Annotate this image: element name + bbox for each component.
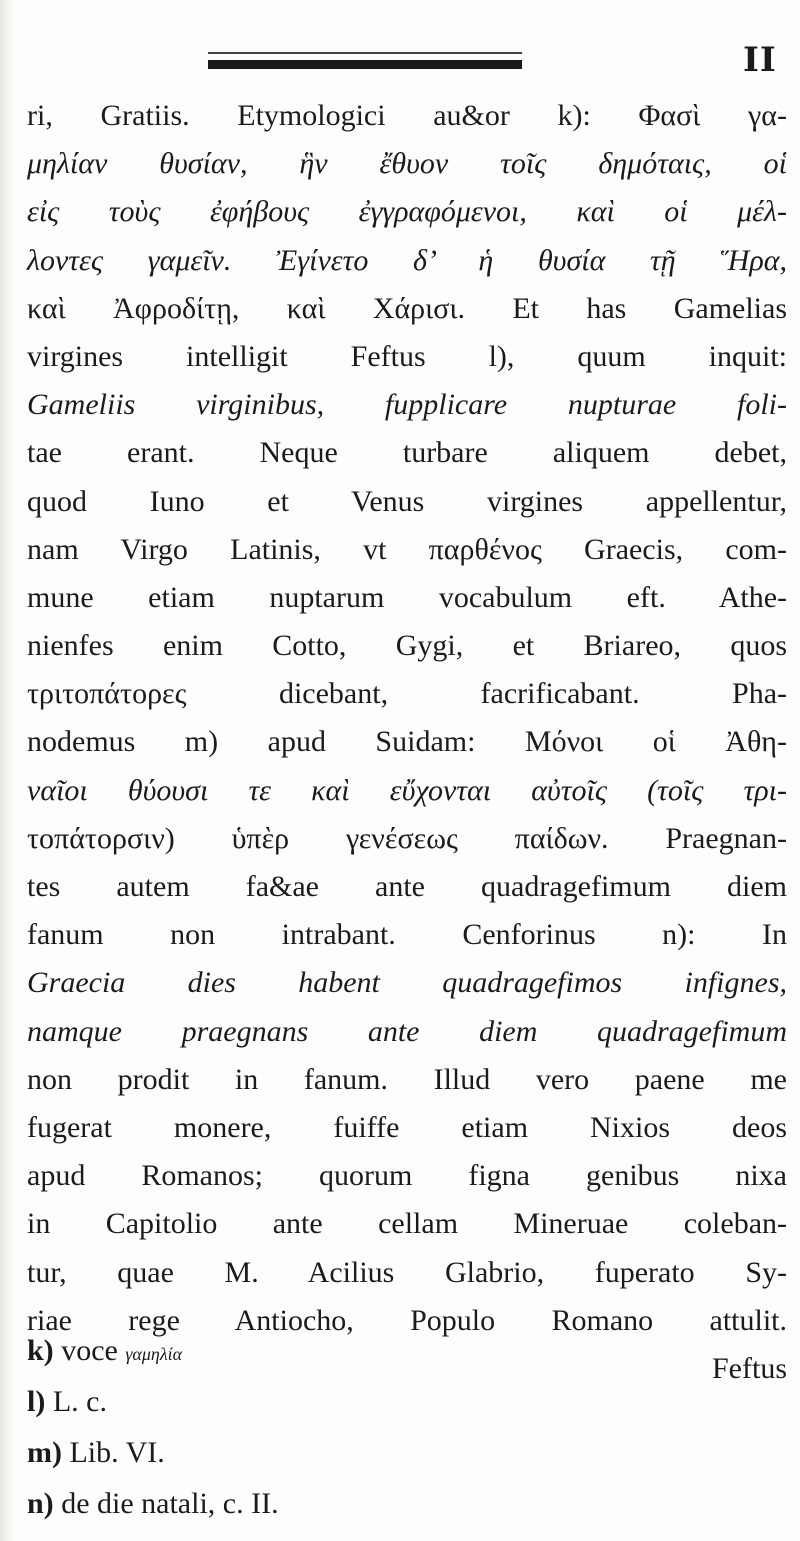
text-line: in Capitolio ante cellam Mineruae coleban- <box>27 1207 787 1241</box>
footnotes <box>27 1325 427 1529</box>
text-line: μηλίαν θυσίαν, ἣν ἔθυον τοῖς δημόταις, οἱ <box>27 147 787 181</box>
text-line: εἰς τοὺς ἐφήβους ἐγγραφόμενοι, καὶ οἱ μέλ- <box>27 195 787 229</box>
text-line: ναῖοι θύουσι τε καὶ εὔχονται αὐτοῖς (τοῖς τρι- <box>27 773 787 807</box>
footnote-key: m) <box>27 1436 62 1469</box>
text-line: nam Virgo Latinis, vt παρθένος Graecis, com- <box>27 532 787 566</box>
text-line: καὶ Ἀφροδίτῃ, καὶ Χάρισι. Et has Gamelias <box>27 291 787 325</box>
text-line: nienfes enim Cotto, Gygi, et Briareo, quos <box>27 629 787 663</box>
footnote-key: n) <box>27 1487 54 1520</box>
page-number: II <box>743 40 777 80</box>
text-line: ri, Gratiis. Etymologici au&or k): Φασὶ γα- <box>27 99 787 132</box>
footnote <box>27 1376 427 1427</box>
text-line: Graecia dies habent quadragefimos infignes, <box>27 966 787 1000</box>
page-gutter <box>0 0 14 1541</box>
text-line: apud Romanos; quorum figna genibus nixa <box>27 1159 787 1193</box>
footnote-text: voce <box>61 1334 118 1367</box>
text-line: quod Iuno et Venus virgines appellentur, <box>27 484 787 518</box>
footnote-text: de die natali, c. II. <box>61 1487 279 1520</box>
header-rule-thin <box>208 52 522 54</box>
footnote <box>27 1478 427 1529</box>
text-line: nodemus m) apud Suidam: Μόνοι οἱ Ἀθη- <box>27 725 787 759</box>
text-line: riae rege Antiocho, Populo Romano attulit. <box>27 1303 787 1337</box>
text-line: tur, quae M. Acilius Glabrio, fuperato Sy- <box>27 1255 787 1289</box>
text-line: namque praegnans ante diem quadragefimum <box>27 1014 787 1048</box>
text-line: λοντες γαμεῖν. Ἐγίνετο δ’ ἡ θυσία τῇ Ἥρα, <box>27 243 787 277</box>
catchword: Feftus <box>712 1351 787 1385</box>
footnote-key: k) <box>27 1334 54 1367</box>
header-rule <box>208 60 522 69</box>
footnote <box>27 1427 427 1478</box>
text-line: mune etiam nuptarum vocabulum eft. Athe- <box>27 580 787 614</box>
text-line: Gameliis virginibus, fupplicare nupturae foli- <box>27 388 787 422</box>
footnote <box>27 1325 427 1376</box>
text-line: τοπάτορσιν) ὑπὲρ γενέσεως παίδων. Praegnan- <box>27 821 787 855</box>
text-line: τριτοπάτορες dicebant, facrificabant. Pha- <box>27 677 787 711</box>
footnote-text: L. c. <box>52 1385 107 1418</box>
text-line: tes autem fa&ae ante quadragefimum diem <box>27 870 787 903</box>
text-line: fugerat monere, fuiffe etiam Nixios deos <box>27 1110 787 1144</box>
text-line: non prodit in fanum. Illud vero paene me <box>27 1062 787 1096</box>
text-line: tae erant. Neque turbare aliquem debet, <box>27 436 787 470</box>
body-text <box>27 92 787 1393</box>
text-line: virgines intelligit Feftus l), quum inquit: <box>27 339 787 373</box>
footnote-text: Lib. VI. <box>69 1436 165 1469</box>
footnote-greek: γαμηλία <box>125 1344 183 1364</box>
text-line: fanum non intrabant. Cenforinus n): In <box>27 918 787 952</box>
footnote-key: l) <box>27 1385 46 1418</box>
